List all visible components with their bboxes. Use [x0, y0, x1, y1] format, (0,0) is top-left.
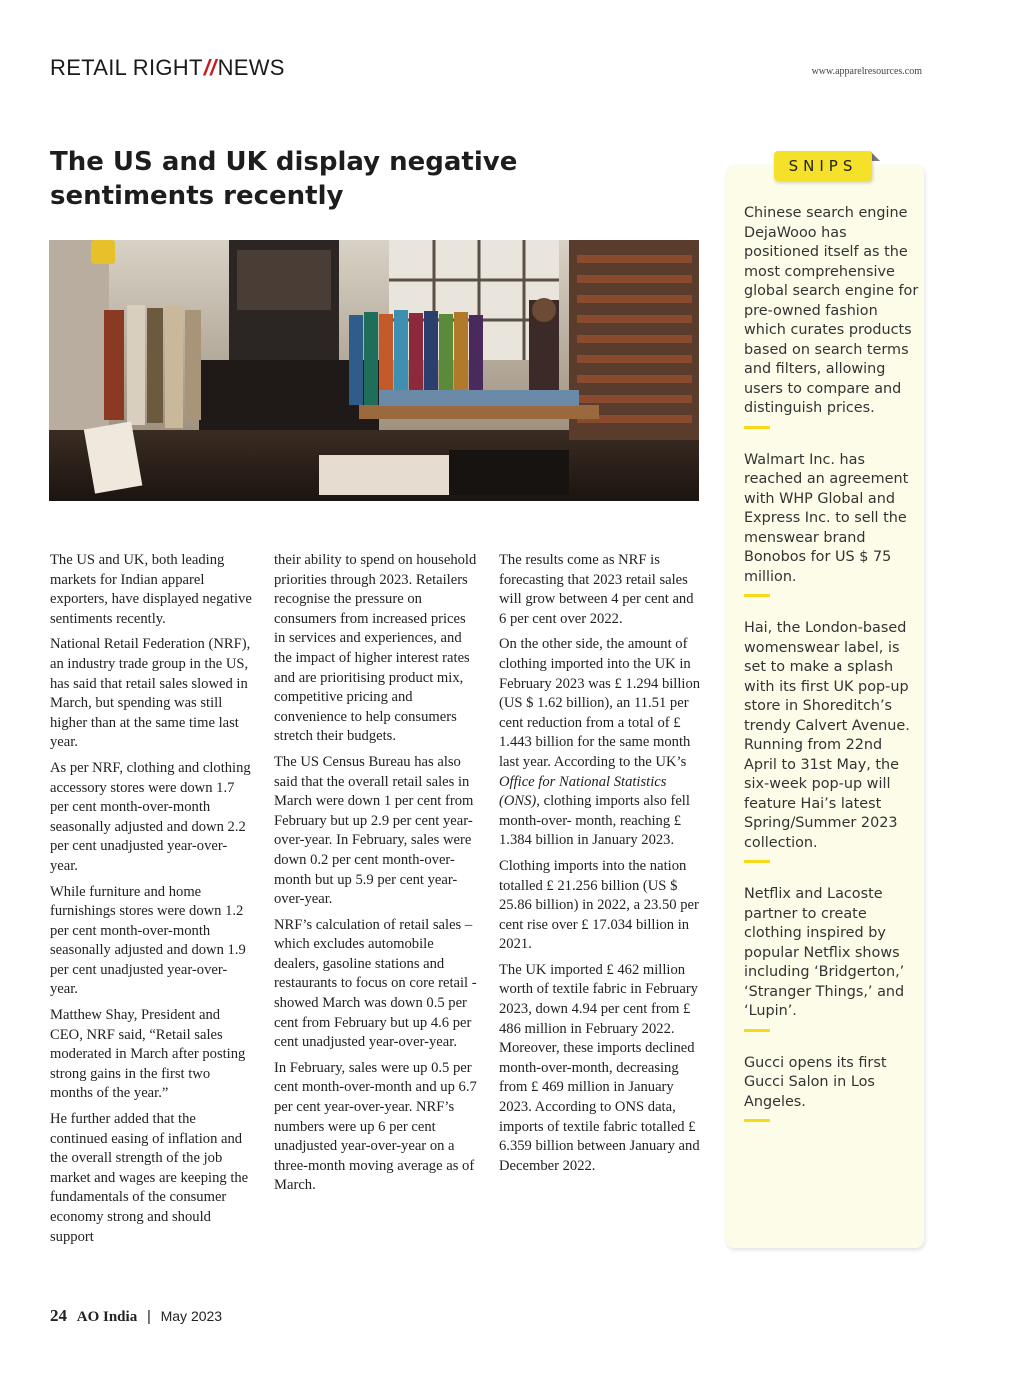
paragraph: [499, 635, 703, 851]
snip-divider: [744, 1119, 770, 1122]
article-column-3: [499, 551, 703, 1182]
snips-list: [744, 204, 919, 1144]
snip-text: Gucci opens its first Gucci Salon in Los Angeles.: [744, 1054, 887, 1110]
paragraph: He further added that the continued easing of inflation and the overall strength of the job market and wages are keeping the fundamentals of the consumer economy strong and should support: [50, 1111, 249, 1245]
brand-right: NEWS: [217, 55, 285, 80]
paragraph-text: , clothing imports also fell month-over- month, reaching £ 1.384 billion in January 2023.: [499, 793, 690, 849]
paragraph: National Retail Federation (NRF), an industry trade group in the US, has said that retail sales slowed in March, but spending was still higher than at the same time last year.: [50, 636, 251, 751]
article-column-1: [50, 551, 254, 1253]
snip-item: [744, 885, 919, 1032]
ons-name: Office for National Statistics (ONS): [499, 773, 667, 810]
snip-item: [744, 451, 919, 598]
paragraph: NRF’s calculation of retail sales – which excludes automobile dealers, gasoline stations and restaurants to focus on core retail - showed March was down 0.5 per cent from February but up 4.6 per cent unadjusted year-over-year.: [274, 916, 477, 1051]
page-number: 24: [50, 1306, 67, 1325]
snip-item: [744, 1054, 919, 1123]
paragraph: Matthew Shay, President and CEO, NRF said, “Retail sales moderated in March after posting strong gains in the first two months of the year.”: [50, 1007, 246, 1102]
paragraph: Clothing imports into the nation totalled £ 21.256 billion (US $ 25.86 billion) in 2022, a 23.50 per cent rise over £ 17.034 billion in 2021.: [499, 857, 699, 953]
brand-left: RETAIL RIGHT: [50, 55, 203, 80]
paragraph: The results come as NRF is forecasting that 2023 retail sales will grow between 4 per cent and 6 per cent over 2022.: [499, 552, 694, 627]
snip-text: Walmart Inc. has reached an agreement with WHP Global and Express Inc. to sell the menswear brand Bonobos for US $ 75 million.: [744, 451, 909, 585]
paragraph: The US Census Bureau has also said that the overall retail sales in March were down 1 per cent from February but up 2.9 per cent year-over-year. In February, sales were down 0.2 per cent month-over- month but up 5.9 per cent year-over-year.: [274, 753, 474, 908]
snip-item: [744, 619, 919, 863]
issue-date: May 2023: [160, 1308, 223, 1324]
paragraph: As per NRF, clothing and clothing accessory stores were down 1.7 per cent month-over-month seasonally adjusted and down 2.2 per cent unadjusted year-over-year.: [50, 759, 251, 874]
snip-item: [744, 204, 919, 429]
page-footer: [50, 1306, 222, 1326]
paragraph: their ability to spend on household priorities through 2023. Retailers recognise the pressure on consumers from increased prices in services and experiences, and the impact of higher interest rates and are prioritising product mix, competitive pricing and convenience to help consumers stretch their budgets.: [274, 552, 477, 745]
store-photo-illustration: [49, 240, 699, 501]
article-column-2: [274, 551, 478, 1202]
paragraph: The UK imported £ 462 million worth of textile fabric in February 2023, down 4.94 per cent from £ 486 million in February 2022. Moreover, these imports declined month-over-month, decreasing from £ 469 million in January 2023. According to ONS data, imports of textile fabric totalled £ 6.359 billion between January and December 2022.: [499, 961, 700, 1174]
snip-divider: [744, 860, 770, 863]
snip-divider: [744, 594, 770, 597]
paragraph: In February, sales were up 0.5 per cent month-over-month and up 6.7 per cent year-over-year. NRF’s numbers were up 6 per cent unadjusted year-over-year on a three-month moving average as of March.: [274, 1059, 477, 1194]
snips-tag: SNIPS: [774, 151, 872, 181]
brand-slashes: //: [203, 55, 217, 80]
article-headline: The US and UK display negative sentiments recently: [50, 147, 518, 211]
paragraph: While furniture and home furnishings stores were down 1.2 per cent month-over-month seasonally adjusted and down 1.9 per cent unadjusted year-over-year.: [50, 883, 246, 998]
store-photo: [49, 240, 699, 501]
footer-separator: |: [146, 1308, 151, 1325]
snip-divider: [744, 1029, 770, 1032]
paragraph-text: On the other side, the amount of clothing imported into the UK in February 2023 was £ 1.294 billion (US $ 1.62 billion), an 11.51 per cent reduction from a total of £ 1.443 billion for the same month last year. According to the UK’s: [499, 636, 701, 770]
publication-name: AO India: [76, 1309, 138, 1325]
snip-text: Chinese search engine DejaWooo has positioned itself as the most comprehensive global search engine for pre-owned fashion which curates products based on search terms and filters, allowing users to compare and distinguish prices.: [744, 205, 919, 416]
paragraph: The US and UK, both leading markets for Indian apparel exporters, have displayed negative sentiments recently.: [50, 552, 252, 627]
snip-text: Hai, the London-based womenswear label, is set to make a splash with its first UK pop-up store in Shoreditch’s trendy Calvert Avenue. Running from 22nd April to 31st May, the six-week pop-up will feature Hai’s latest Spring/Summer 2023 collection.: [744, 620, 910, 851]
snip-divider: [744, 426, 770, 429]
website-url: www.apparelresources.com: [811, 66, 922, 77]
masthead: [50, 55, 285, 81]
snip-text: Netflix and Lacoste partner to create clothing inspired by popular Netflix shows including ‘Bridgerton,’ ‘Stranger Things,’ and ‘Lupin’.: [744, 886, 905, 1019]
